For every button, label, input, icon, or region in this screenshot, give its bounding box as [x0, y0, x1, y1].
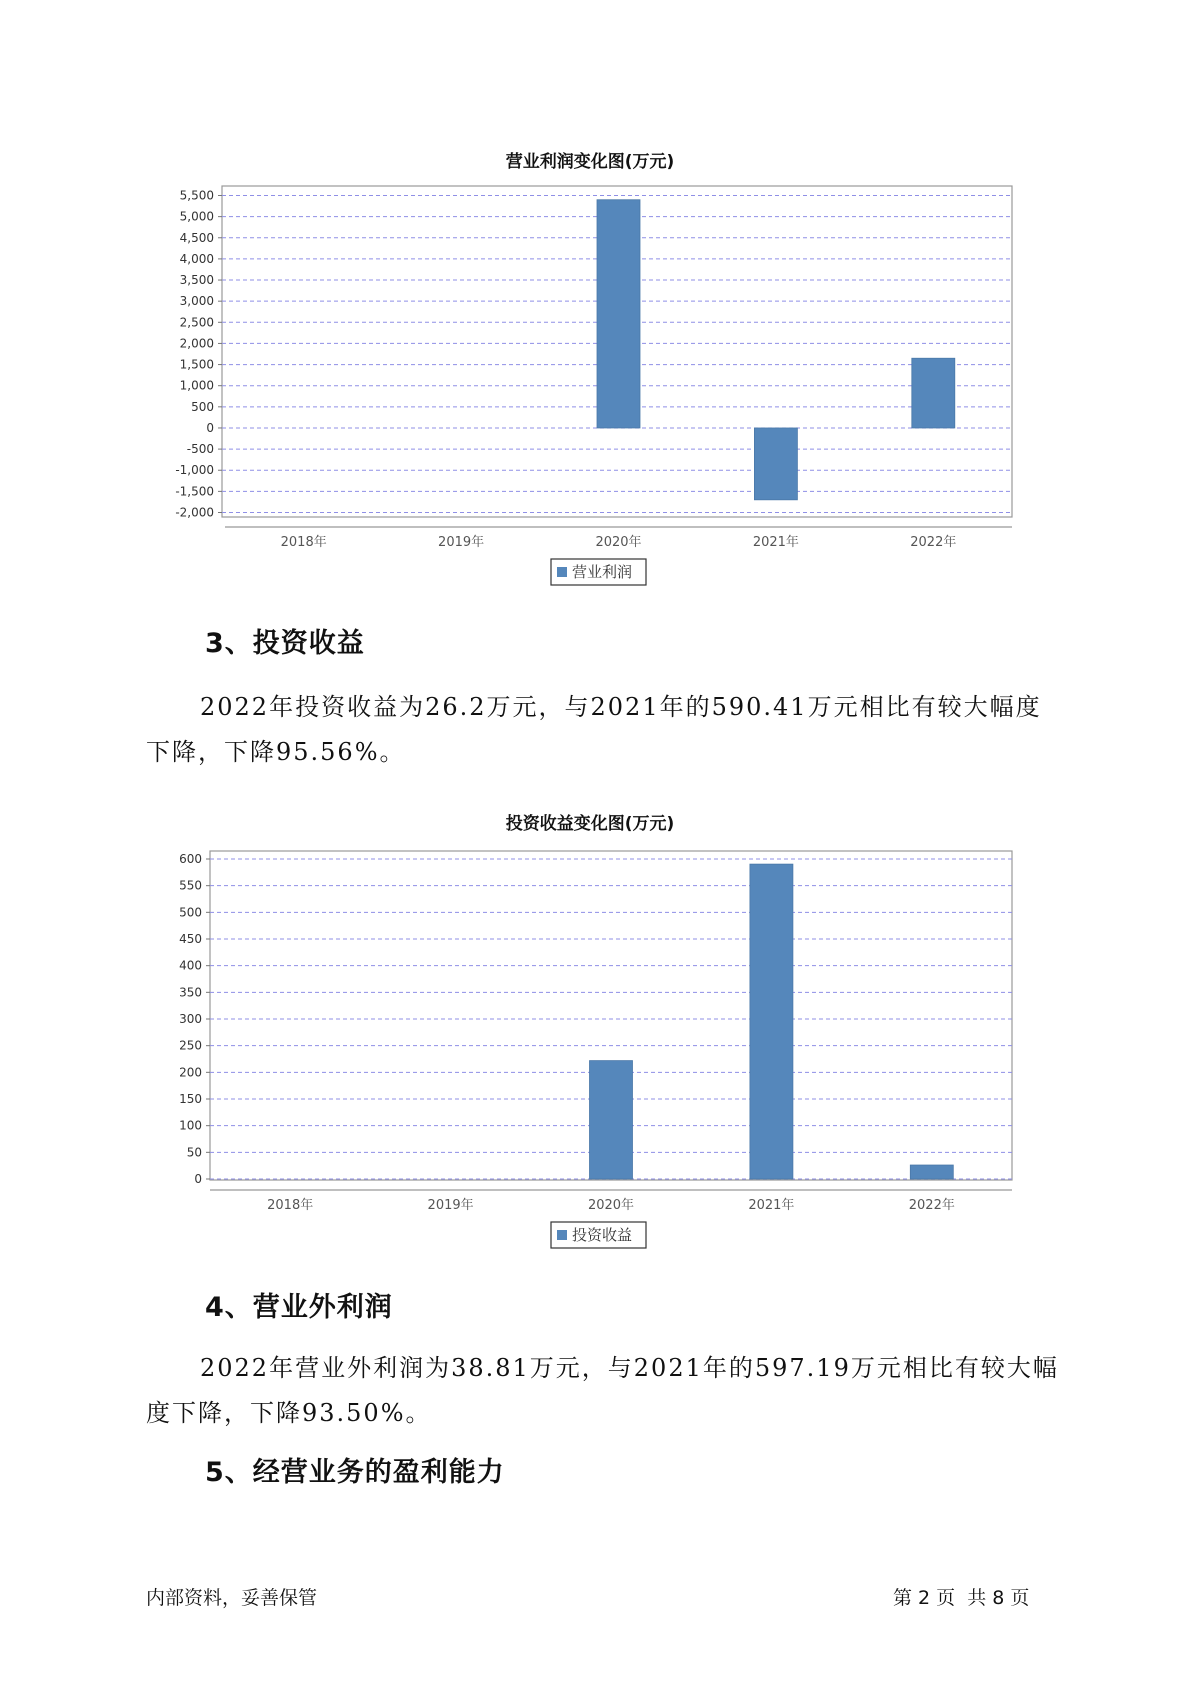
y-tick-label: 2,000: [179, 336, 214, 351]
profitability-heading: 5、经营业务的盈利能力: [205, 1457, 505, 1488]
y-tick-label: 400: [179, 958, 202, 973]
x-tick-label: 2021年: [748, 1198, 795, 1213]
y-tick-label: 4,000: [179, 251, 214, 266]
y-tick-label: 5,000: [179, 209, 214, 224]
investment-paragraph: 2022年投资收益为26.2万元，与2021年的590.41万元相比有较大幅度下降，下降95.56%。: [146, 693, 1042, 766]
x-tick-label: 2019年: [438, 535, 485, 550]
x-tick-label: 2018年: [280, 535, 327, 550]
nonop-paragraph: 2022年营业外利润为38.81万元，与2021年的597.19万元相比有较大幅度下降，下降93.50%。: [146, 1354, 1059, 1427]
y-tick-label: -1,500: [175, 484, 214, 499]
y-tick-label: 250: [179, 1038, 202, 1053]
y-tick-label: 150: [179, 1092, 202, 1106]
y-tick-label: 600: [179, 852, 202, 866]
x-tick-label: 2022年: [908, 1198, 955, 1213]
y-tick-label: 1,500: [179, 357, 214, 372]
x-tick-label: 2019年: [427, 1198, 474, 1213]
bar-2022年: [910, 1165, 953, 1179]
bar-2021年: [750, 864, 793, 1179]
bar-2022年: [912, 358, 955, 428]
y-tick-label: 300: [179, 1012, 202, 1026]
bar-2021年: [754, 428, 797, 500]
y-tick-label: 450: [179, 932, 202, 946]
bar-2020年: [597, 200, 640, 428]
y-tick-label: 500: [179, 905, 202, 920]
investment-income-chart: [0, 830, 1191, 1250]
operating-profit-chart: [0, 0, 1191, 600]
y-tick-label: 0: [206, 420, 214, 435]
x-tick-label: 2020年: [595, 535, 642, 550]
x-tick-label: 2022年: [910, 535, 957, 550]
y-tick-label: 500: [191, 399, 214, 414]
y-tick-label: 550: [179, 878, 202, 893]
y-tick-label: -2,000: [175, 505, 214, 520]
y-tick-label: 1,000: [179, 378, 214, 393]
x-tick-label: 2021年: [752, 535, 799, 550]
legend-label: 投资收益: [572, 1226, 633, 1244]
y-tick-label: 2,500: [179, 315, 214, 330]
y-tick-label: 3,000: [179, 294, 214, 309]
y-tick-label: 50: [186, 1145, 202, 1160]
legend-swatch: [557, 567, 567, 577]
y-tick-label: 3,500: [179, 273, 214, 288]
y-tick-label: -500: [186, 442, 214, 457]
investment-heading: 3、投资收益: [205, 628, 365, 659]
y-tick-label: 0: [194, 1172, 202, 1186]
legend-swatch: [557, 1230, 567, 1240]
chart1-title: 营业利润变化图(万元): [505, 152, 675, 172]
legend-label: 营业利润: [572, 563, 633, 581]
y-tick-label: 4,500: [179, 230, 214, 245]
x-tick-label: 2018年: [267, 1198, 314, 1213]
chart2-title: 投资收益变化图(万元): [505, 814, 675, 834]
nonop-heading: 4、营业外利润: [205, 1292, 393, 1323]
x-tick-label: 2020年: [587, 1198, 635, 1213]
y-tick-label: 100: [179, 1118, 202, 1133]
y-tick-label: 350: [179, 985, 202, 1000]
y-tick-label: -1,000: [175, 463, 214, 478]
footer-page-number: 第 2 页 共 8 页: [893, 1587, 1030, 1609]
y-tick-label: 200: [179, 1065, 202, 1080]
footer-confidential: 内部资料，妥善保管: [146, 1587, 318, 1609]
bar-2020年: [590, 1061, 633, 1179]
y-tick-label: 5,500: [179, 188, 214, 203]
